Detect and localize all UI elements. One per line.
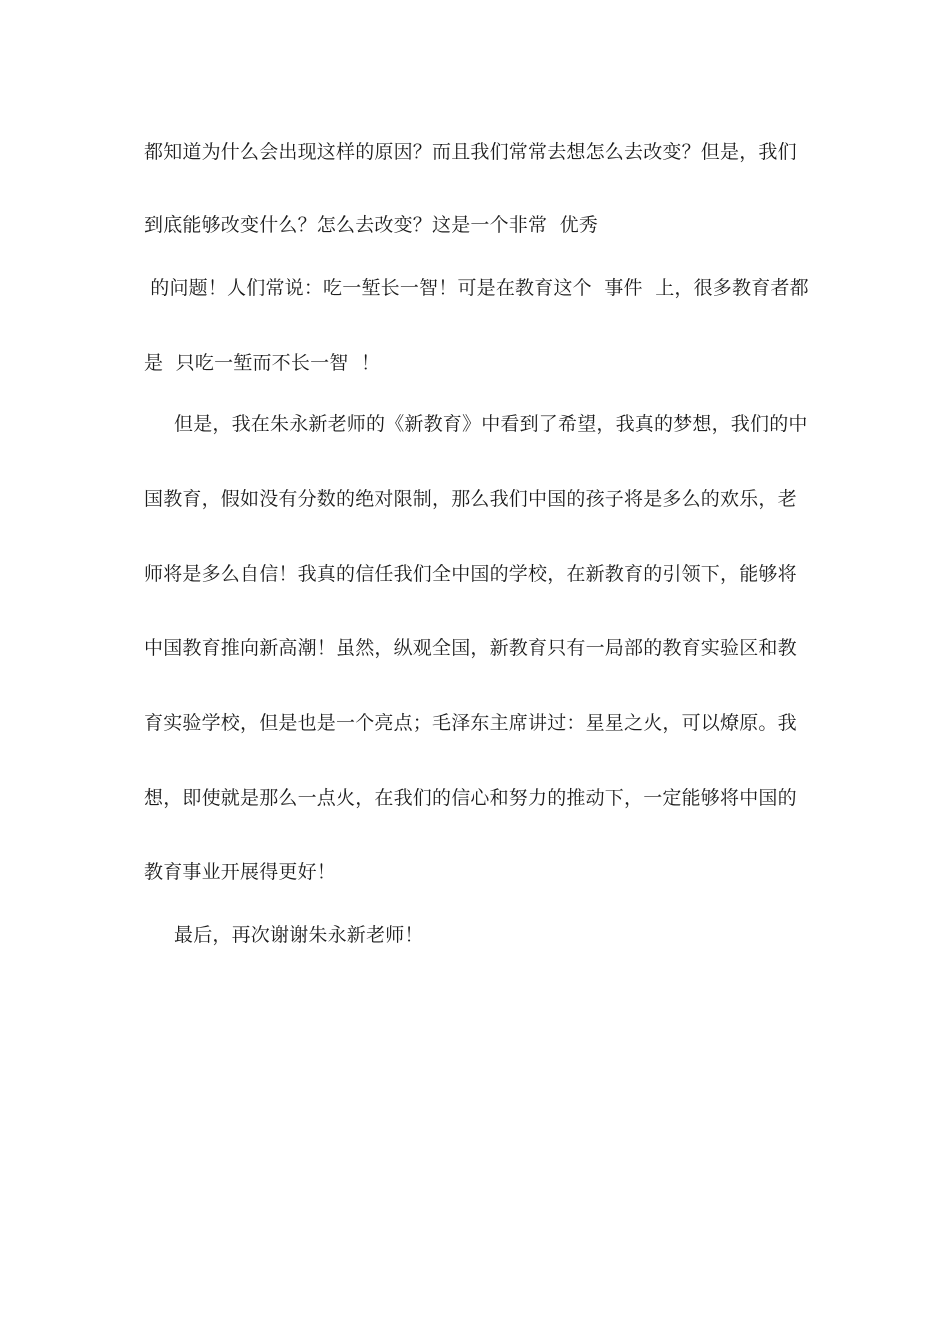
text-line-3: 的问题！人们常说：吃一堑长一智！可是在教育这个 事件 上，很多教育者都 bbox=[144, 277, 809, 299]
text-line-10: 想，即使就是那么一点火，在我们的信心和努力的推动下，一定能够将中国的 bbox=[144, 787, 797, 809]
text-line-8: 中国教育推向新高潮！虽然，纵观全国，新教育只有一局部的教育实验区和教 bbox=[144, 637, 797, 659]
text-line-11: 教育事业开展得更好！ bbox=[144, 861, 337, 883]
text-line-2: 到底能够改变什么？怎么去改变？这是一个非常 优秀 bbox=[144, 214, 599, 236]
closing-line: 最后，再次谢谢朱永新老师！ bbox=[174, 924, 424, 946]
paragraph-start-line: 但是，我在朱永新老师的《新教育》中看到了希望，我真的梦想，我们的中 bbox=[174, 413, 808, 435]
text-line-7: 师将是多么自信！我真的信任我们全中国的学校，在新教育的引领下，能够将 bbox=[144, 563, 797, 585]
text-line-1: 都知道为什么会出现这样的原因？而且我们常常去想怎么去改变？但是，我们 bbox=[144, 141, 797, 163]
text-line-4: 是 只吃一堑而不长一智 ！ bbox=[144, 352, 381, 374]
text-line-6: 国教育，假如没有分数的绝对限制，那么我们中国的孩子将是多么的欢乐，老 bbox=[144, 488, 797, 510]
text-line-9: 育实验学校，但是也是一个亮点；毛泽东主席讲过：星星之火，可以燎原。我 bbox=[144, 712, 797, 734]
